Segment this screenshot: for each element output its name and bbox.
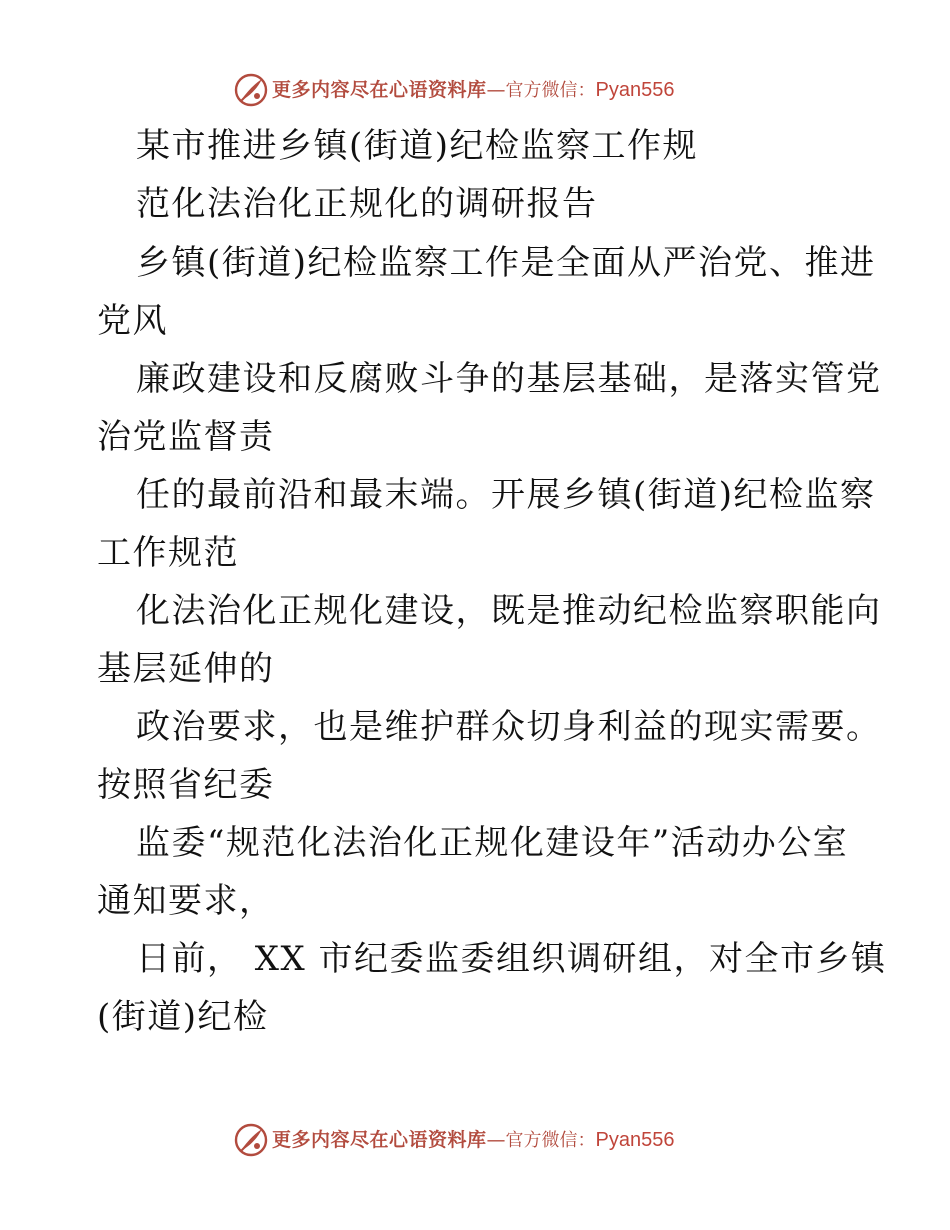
- paragraph-line: 任的最前沿和最末端。开展乡镇(街道)纪检监察: [136, 475, 876, 515]
- watermark-wechat-label: 官方微信：: [505, 1130, 596, 1151]
- watermark-wechat-label: 官方微信：: [505, 80, 596, 101]
- paragraph-line: 乡镇(街道)纪检监察工作是全面从严治党、推进: [136, 243, 876, 283]
- paragraph-line: (街道)纪检: [97, 997, 269, 1037]
- watermark-wechat-id: Pyan556: [595, 1129, 675, 1151]
- watermark-separator: —: [486, 79, 506, 101]
- paragraph-line: 按照省纪委: [97, 765, 275, 805]
- paragraph-line: 基层延伸的: [97, 649, 275, 689]
- quill-pen-logo-icon: [233, 1122, 269, 1158]
- document-title-line-1: 某市推进乡镇(街道)纪检监察工作规: [136, 126, 699, 166]
- watermark-text: [272, 1127, 674, 1153]
- quill-pen-logo-icon: [233, 72, 269, 108]
- paragraph-line: 监委“规范化法治化正规化建设年”活动办公室: [136, 823, 849, 863]
- paragraph-line: 日前， XX 市纪委监委组织调研组，对全市乡镇: [136, 939, 887, 979]
- watermark-text: [272, 77, 674, 103]
- header-watermark: [0, 70, 950, 110]
- paragraph-line: 化法治化正规化建设，既是推动纪检监察职能向: [136, 591, 882, 631]
- watermark-site-text: 更多内容尽在心语资料库: [272, 79, 487, 101]
- paragraph-line: 党风: [97, 301, 168, 341]
- paragraph-line: 通知要求，: [97, 881, 275, 921]
- watermark-site-text: 更多内容尽在心语资料库: [272, 1129, 487, 1151]
- watermark-wechat-id: Pyan556: [595, 79, 675, 101]
- paragraph-line: 工作规范: [97, 533, 239, 573]
- paragraph-line: 廉政建设和反腐败斗争的基层基础，是落实管党: [136, 359, 882, 399]
- document-title-line-2: 范化法治化正规化的调研报告: [136, 184, 598, 224]
- watermark-separator: —: [486, 1129, 506, 1151]
- paragraph-line: 治党监督责: [97, 417, 275, 457]
- footer-watermark: [0, 1120, 950, 1160]
- paragraph-line: 政治要求，也是维护群众切身利益的现实需要。: [136, 707, 882, 747]
